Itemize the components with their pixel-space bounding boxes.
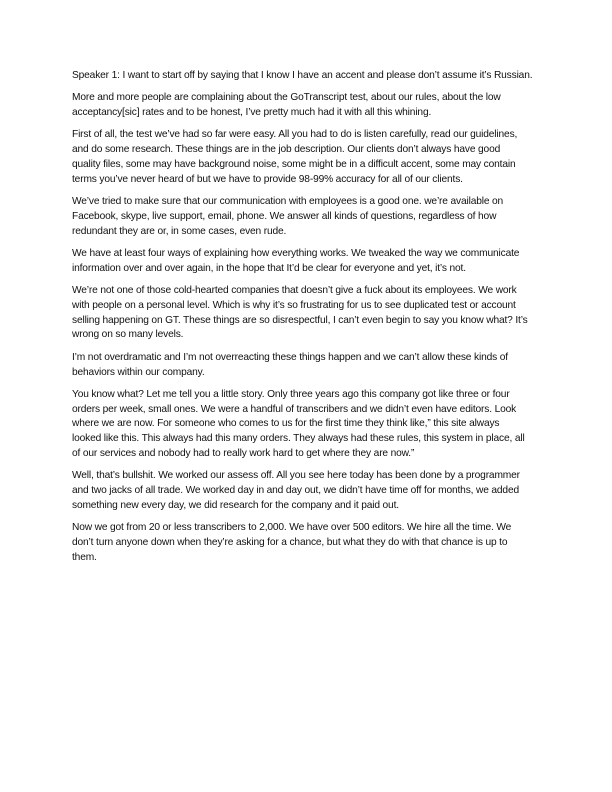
text-line: information over and over again, in the hope that It’d be clear for everyone and yet, it’s not. bbox=[72, 262, 466, 274]
text-line: More and more people are complaining about the GoTranscript test, about our rules, about the low bbox=[72, 92, 501, 104]
text-line: redundant they are or, in some cases, even rude. bbox=[72, 225, 287, 237]
text-line: them. bbox=[72, 551, 97, 563]
text-line: and do some research. These things are in the job description. Our clients don’t always have good bbox=[72, 144, 501, 156]
paragraph bbox=[72, 247, 552, 277]
text-line: where we are now. For someone who comes to us for the first time they think like,” this site always bbox=[72, 418, 500, 430]
text-line: and two jacks of all trade. We worked day in and day out, we didn’t have time off for months, we added bbox=[72, 485, 519, 497]
text-line: quality files, some may have background noise, some might be in a difficult accent, some may contain bbox=[72, 158, 516, 170]
paragraph bbox=[72, 521, 552, 565]
text-line: You know what? Let me tell you a little story. Only three years ago this company got like three or four bbox=[72, 388, 510, 400]
text-line: acceptancy[sic] rates and to be honest, I’ve pretty much had it with all this whining. bbox=[72, 107, 432, 119]
text-line: wrong on so many levels. bbox=[72, 329, 184, 341]
text-line: We’ve tried to make sure that our communication with employees is a good one. we’re available on bbox=[72, 196, 504, 208]
text-line: of our services and nobody had to really work hard to get where they are now.” bbox=[72, 448, 415, 460]
text-line: selling happening on GT. These things are so disrespectful, I can’t even begin to say you know what? It’s bbox=[72, 314, 528, 326]
text-line: First of all, the test we’ve had so far were easy. All you had to do is listen carefully, read our guidelines, bbox=[72, 129, 518, 141]
text-line: with people on a personal level. Which is why it’s so frustrating for us to see duplicated test or account bbox=[72, 299, 516, 311]
text-line: Well, that’s bullshit. We worked our assess off. All you see here today has been done by a programmer bbox=[72, 470, 520, 482]
paragraph bbox=[72, 69, 552, 84]
paragraph bbox=[72, 284, 552, 343]
document-page bbox=[72, 69, 552, 573]
text-line: orders per week, small ones. We were a handful of transcribers and we didn’t even have editors. Look bbox=[72, 403, 517, 415]
text-line: I’m not overdramatic and I’m not overreacting these things happen and we can’t allow these kinds of bbox=[72, 351, 508, 363]
text-line: don’t turn anyone down when they’re asking for a chance, but what they do with that chance is up to bbox=[72, 537, 508, 549]
paragraph bbox=[72, 128, 552, 187]
text-line: looked like this. This always had this many orders. They always had these rules, this system in place, all bbox=[72, 433, 525, 445]
text-line: Speaker 1: I want to start off by saying that I know I have an accent and please don’t assume it’s Russian. bbox=[72, 70, 533, 81]
text-line: behaviors within our company. bbox=[72, 366, 205, 378]
paragraph bbox=[72, 91, 552, 121]
text-line: something new every day, we did research for the company and it paid out. bbox=[72, 499, 399, 511]
text-line: We have at least four ways of explaining how everything works. We tweaked the way we communicate bbox=[72, 247, 520, 259]
paragraph bbox=[72, 351, 552, 381]
text-line: Now we got from 20 or less transcribers to 2,000. We have over 500 editors. We hire all the time. We bbox=[72, 522, 512, 534]
paragraph bbox=[72, 195, 552, 239]
paragraph bbox=[72, 469, 552, 513]
text-line: terms you’ve never heard of but we have to provide 98-99% accuracy for all of our clients. bbox=[72, 173, 463, 185]
text-line: Facebook, skype, live support, email, phone. We answer all kinds of questions, regardless of how bbox=[72, 210, 497, 222]
paragraph bbox=[72, 388, 552, 462]
text-line: We’re not one of those cold-hearted companies that doesn’t give a fuck about its employees. We work bbox=[72, 285, 517, 297]
